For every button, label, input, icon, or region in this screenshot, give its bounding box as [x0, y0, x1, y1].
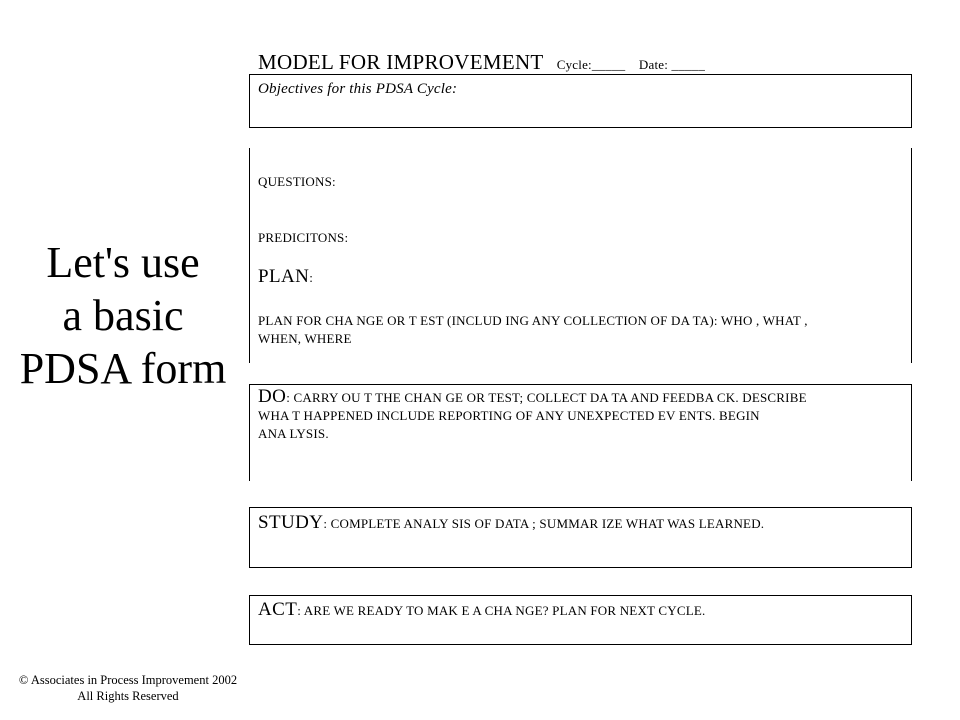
- act-heading: ACT: [258, 599, 298, 620]
- copyright-line-2: All Rights Reserved: [77, 689, 179, 703]
- plan-heading: [258, 268, 313, 287]
- headline-line-2: a basic: [62, 291, 184, 340]
- plan-heading-text: PLAN: [258, 266, 310, 287]
- study-section: [258, 514, 764, 533]
- do-section: [258, 388, 807, 443]
- do-line-3: ANA LYSIS.: [258, 426, 329, 441]
- form-title: [258, 50, 705, 75]
- do-line-1-text: : CARRY OU T THE CHAN GE OR TEST; COLLECT DA TA AND FEEDBA CK. DESCRIBE: [286, 390, 807, 405]
- copyright-line-1: © Associates in Process Improvement 2002: [18, 673, 238, 687]
- date-field: Date: _____: [638, 57, 706, 72]
- objectives-label: Objectives for this PDSA Cycle:: [258, 81, 458, 97]
- cycle-field: Cycle:_____: [556, 57, 626, 72]
- act-section: [258, 601, 705, 620]
- act-text: : ARE WE READY TO MAK E A CHA NGE? PLAN FOR NEXT CYCLE.: [297, 603, 706, 618]
- study-heading: STUDY: [258, 512, 324, 533]
- do-heading: DO: [258, 386, 287, 407]
- do-line-2: WHA T HAPPENED INCLUDE REPORTING OF ANY UNEXPECTED EV ENTS. BEGIN: [258, 408, 760, 423]
- plan-description-line-2: WHEN, WHERE: [258, 331, 352, 346]
- slide-headline: [0, 236, 246, 395]
- headline-line-3: PDSA form: [19, 344, 227, 393]
- plan-description-line-1: PLAN FOR CHA NGE OR T EST (INCLUD ING ANY COLLECTION OF DA TA): WHO , WHAT ,: [258, 313, 808, 328]
- predictions-label: PREDICITONS:: [258, 230, 349, 245]
- do-line-1: [258, 388, 807, 407]
- plan-description: [258, 312, 808, 348]
- questions-label: QUESTIONS:: [258, 174, 336, 189]
- headline-line-1: Let's use: [46, 238, 200, 287]
- form-title-text: MODEL FOR IMPROVEMENT: [258, 50, 544, 74]
- plan-heading-suffix: :: [309, 270, 314, 285]
- study-text: : COMPLETE ANALY SIS OF DATA ; SUMMAR IZE WHAT WAS LEARNED.: [323, 516, 765, 531]
- copyright-notice: [8, 672, 248, 704]
